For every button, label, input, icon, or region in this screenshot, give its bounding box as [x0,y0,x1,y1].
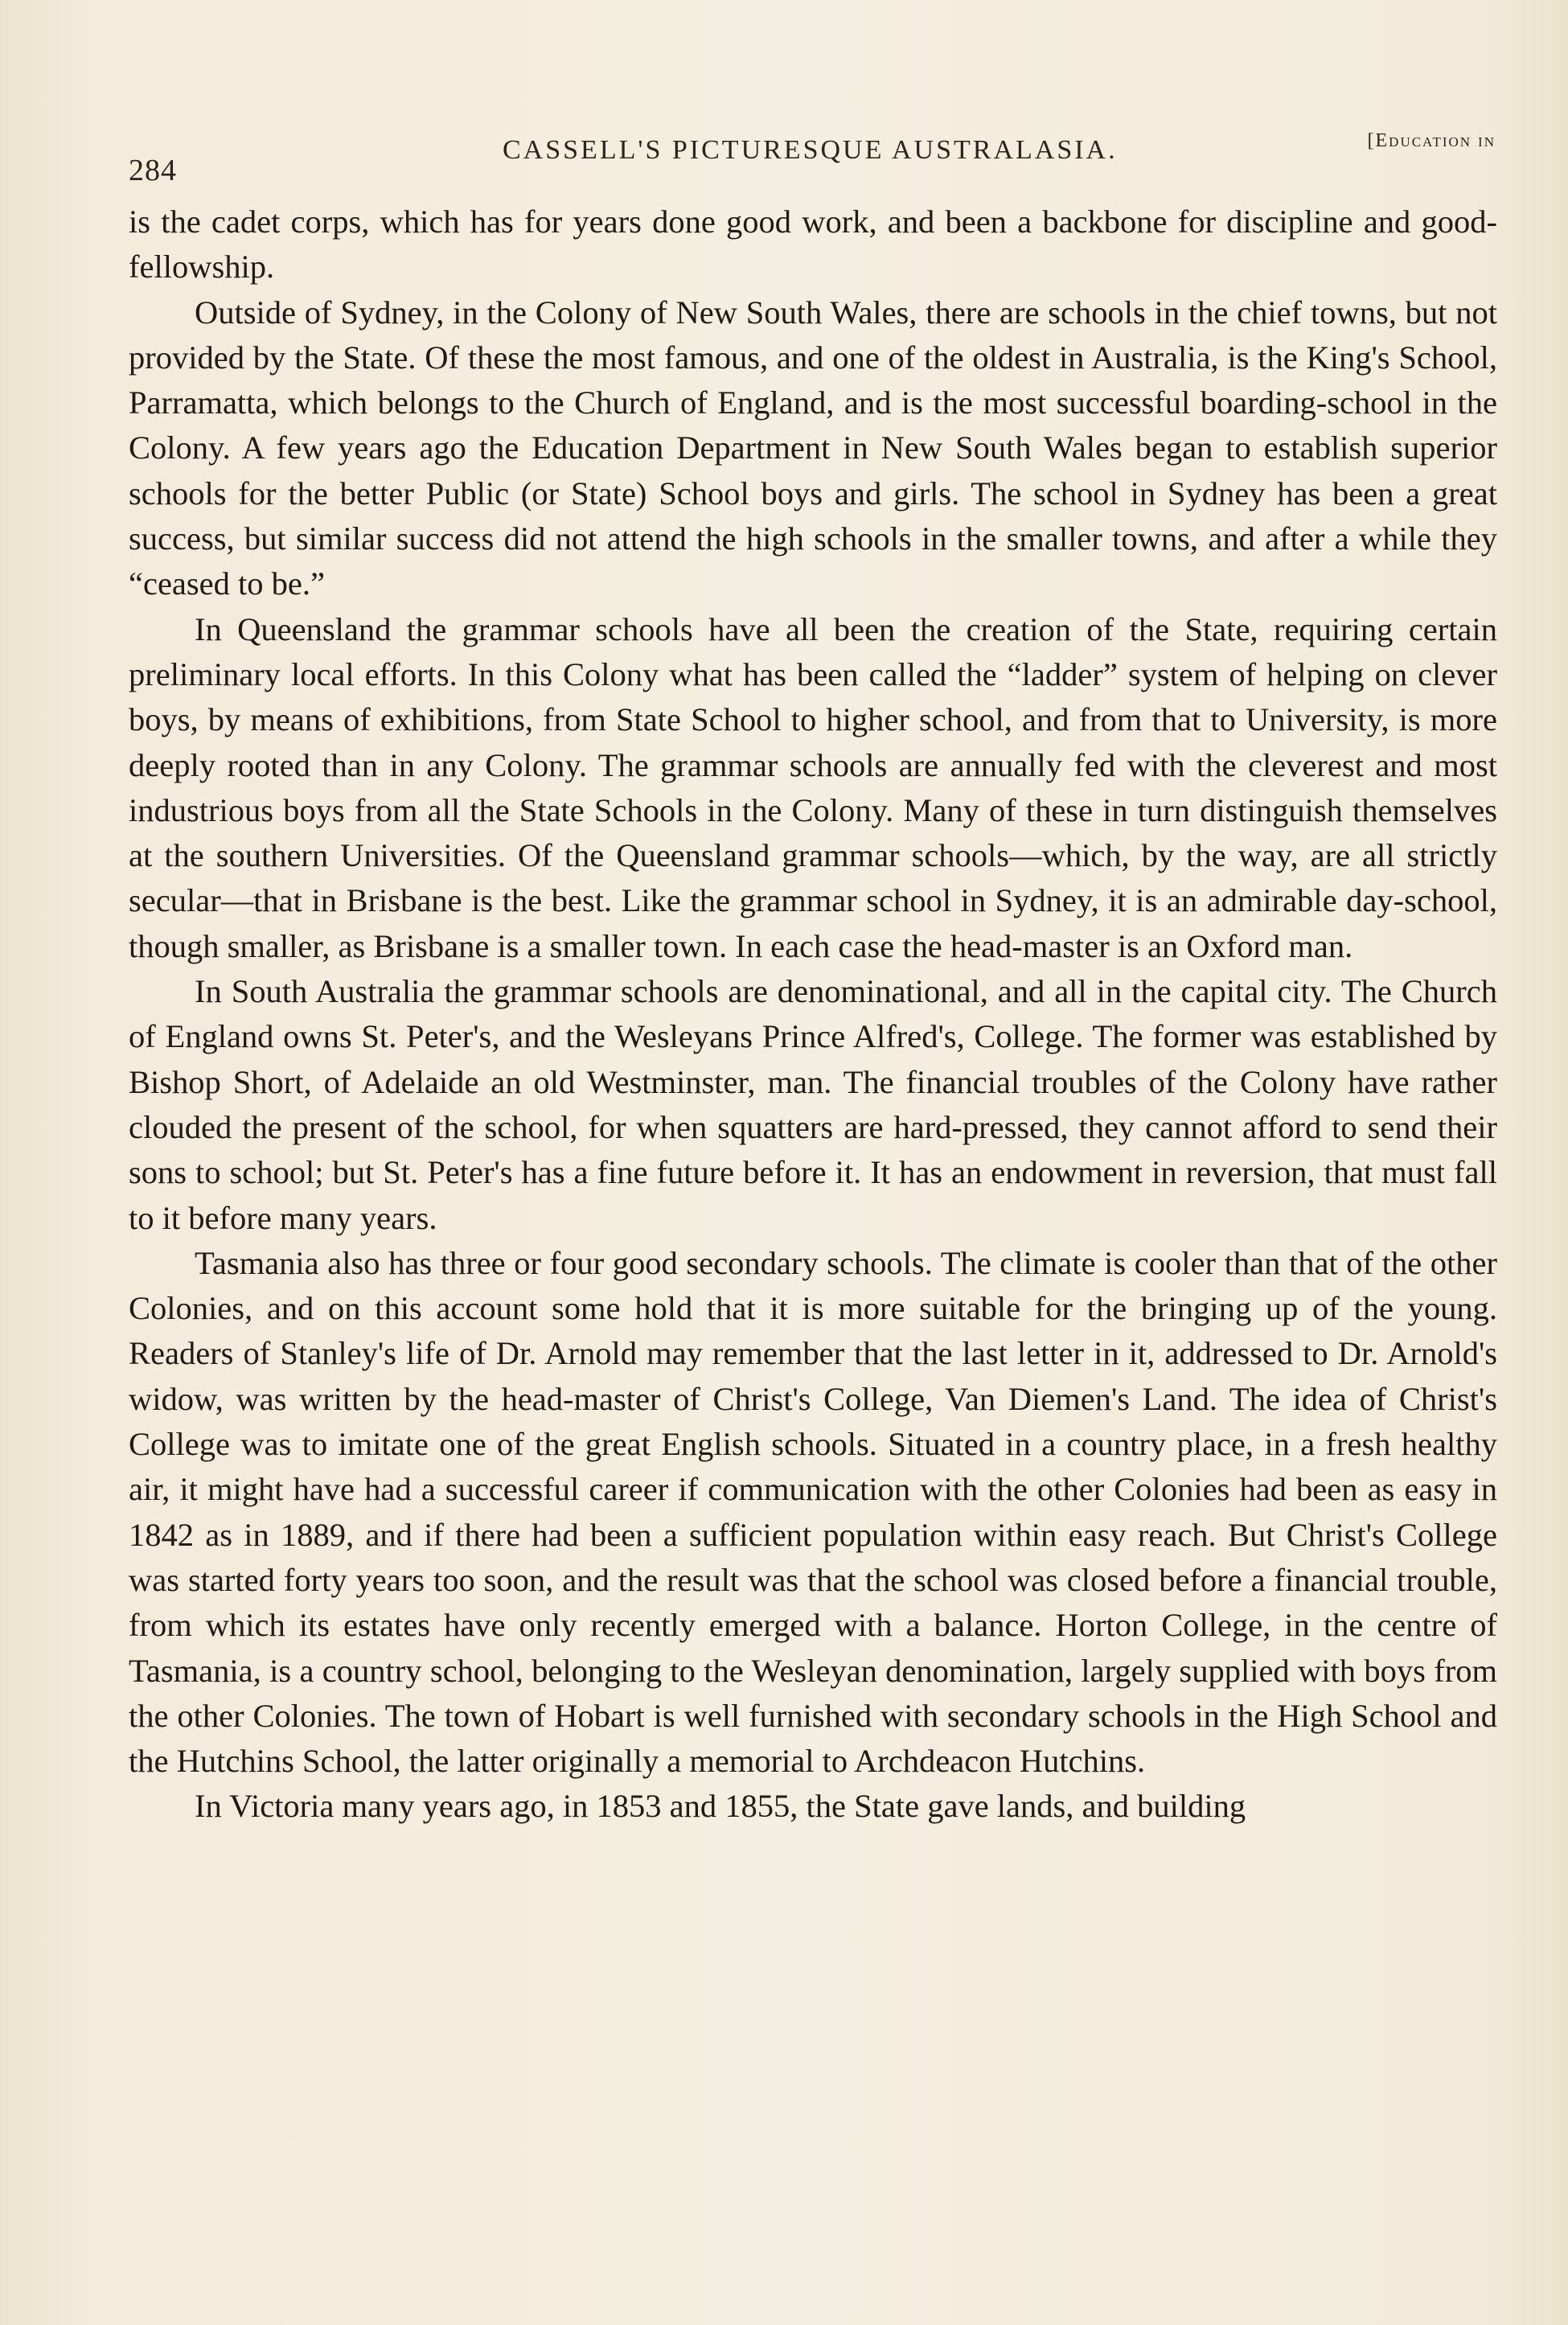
paragraph-victoria: In Victoria many years ago, in 1853 and 1855, the State gave lands, and building [195,1788,1246,1825]
section-heading: [Education in [1367,130,1496,151]
running-header [129,130,1496,187]
paragraph-queensland: In Queensland the grammar schools have all been the creation of the State, requiring certain preliminary local efforts. In this Colony what has been called the “ladder” system of helping on clever boys, by means of exhibitions, from State School to higher school, and from that to University, is more deeply rooted than in any Colony. The grammar schools are annually fed with the cleverest and most industrious boys from all the State Schools in the Colony. Many of these in turn distinguish themselves at the southern Universities. Of the Queensland grammar schools—which, by the way, are all strictly secular—that in Brisbane is the best. Like the grammar school in Sydney, it is an admirable day-school, though smaller, as Brisbane is a smaller town. In each case the head-master is an Oxford man. [129,610,1497,964]
paragraph-tasmania: Tasmania also has three or four good secondary schools. The climate is cooler than that of the other Colonies, and on this account some hold that it is more suitable for the bringing up of the young. Readers of Stanley's life of Dr. Arnold may remember that the last letter in it, addressed to Dr. Arnold's widow, was written by the head-master of Christ's College, Van Diemen's Land. The idea of Christ's College was to imitate one of the great English schools. Situated in a country place, in a fresh healthy air, it might have had a successful career if communication with the other Colonies had been as easy in 1842 as in 1889, and if there had been a sufficient population within easy reach. But Christ's College was started forty years too soon, and the result was that the school was closed before a financial trouble, from which its estates have only recently emerged with a balance. Horton College, in the centre of Tasmania, is a country school, belonging to the Wesleyan denomination, largely supplied with boys from the other Colonies. The town of Hobart is well furnished with secondary schools in the High School and the Hutchins School, the latter originally a memorial to Archdeacon Hutchins. [129,1244,1497,1780]
running-title: CASSELL'S PICTURESQUE AUSTRALASIA. [503,135,1118,165]
paragraph-south-australia: In South Australia the grammar schools are denominational, and all in the capital city. The Church of England owns St. Peter's, and the Wesleyans Prince Alfred's, College. The former was established by Bishop Short, of Adelaide an old Westminster, man. The financial troubles of the Colony have rather clouded the present of the school, for when squatters are hard-pressed, they cannot afford to send their sons to school; but St. Peter's has a fine future before it. It has an endowment in reversion, that must fall to it before many years. [129,973,1497,1236]
paragraph-continuation: is the cadet corps, which has for years done good work, and been a backbone for discipline and good-fellowship. [129,203,1497,285]
page-number: 284 [129,154,177,187]
paragraph-new-south-wales: Outside of Sydney, in the Colony of New South Wales, there are schools in the chief towns, but not provided by the State. Of these the most famous, and one of the oldest in Australia, is the King's School, Parramatta, which belongs to the Church of England, and is the most successful boarding-school in the Colony. A few years ago the Education Department in New South Wales began to establish superior schools for the better Public (or State) School boys and girls. The school in Sydney has been a great success, but similar success did not attend the high schools in the smaller towns, and after a while they “ceased to be.” [129,294,1497,602]
body-text [129,199,1497,1830]
